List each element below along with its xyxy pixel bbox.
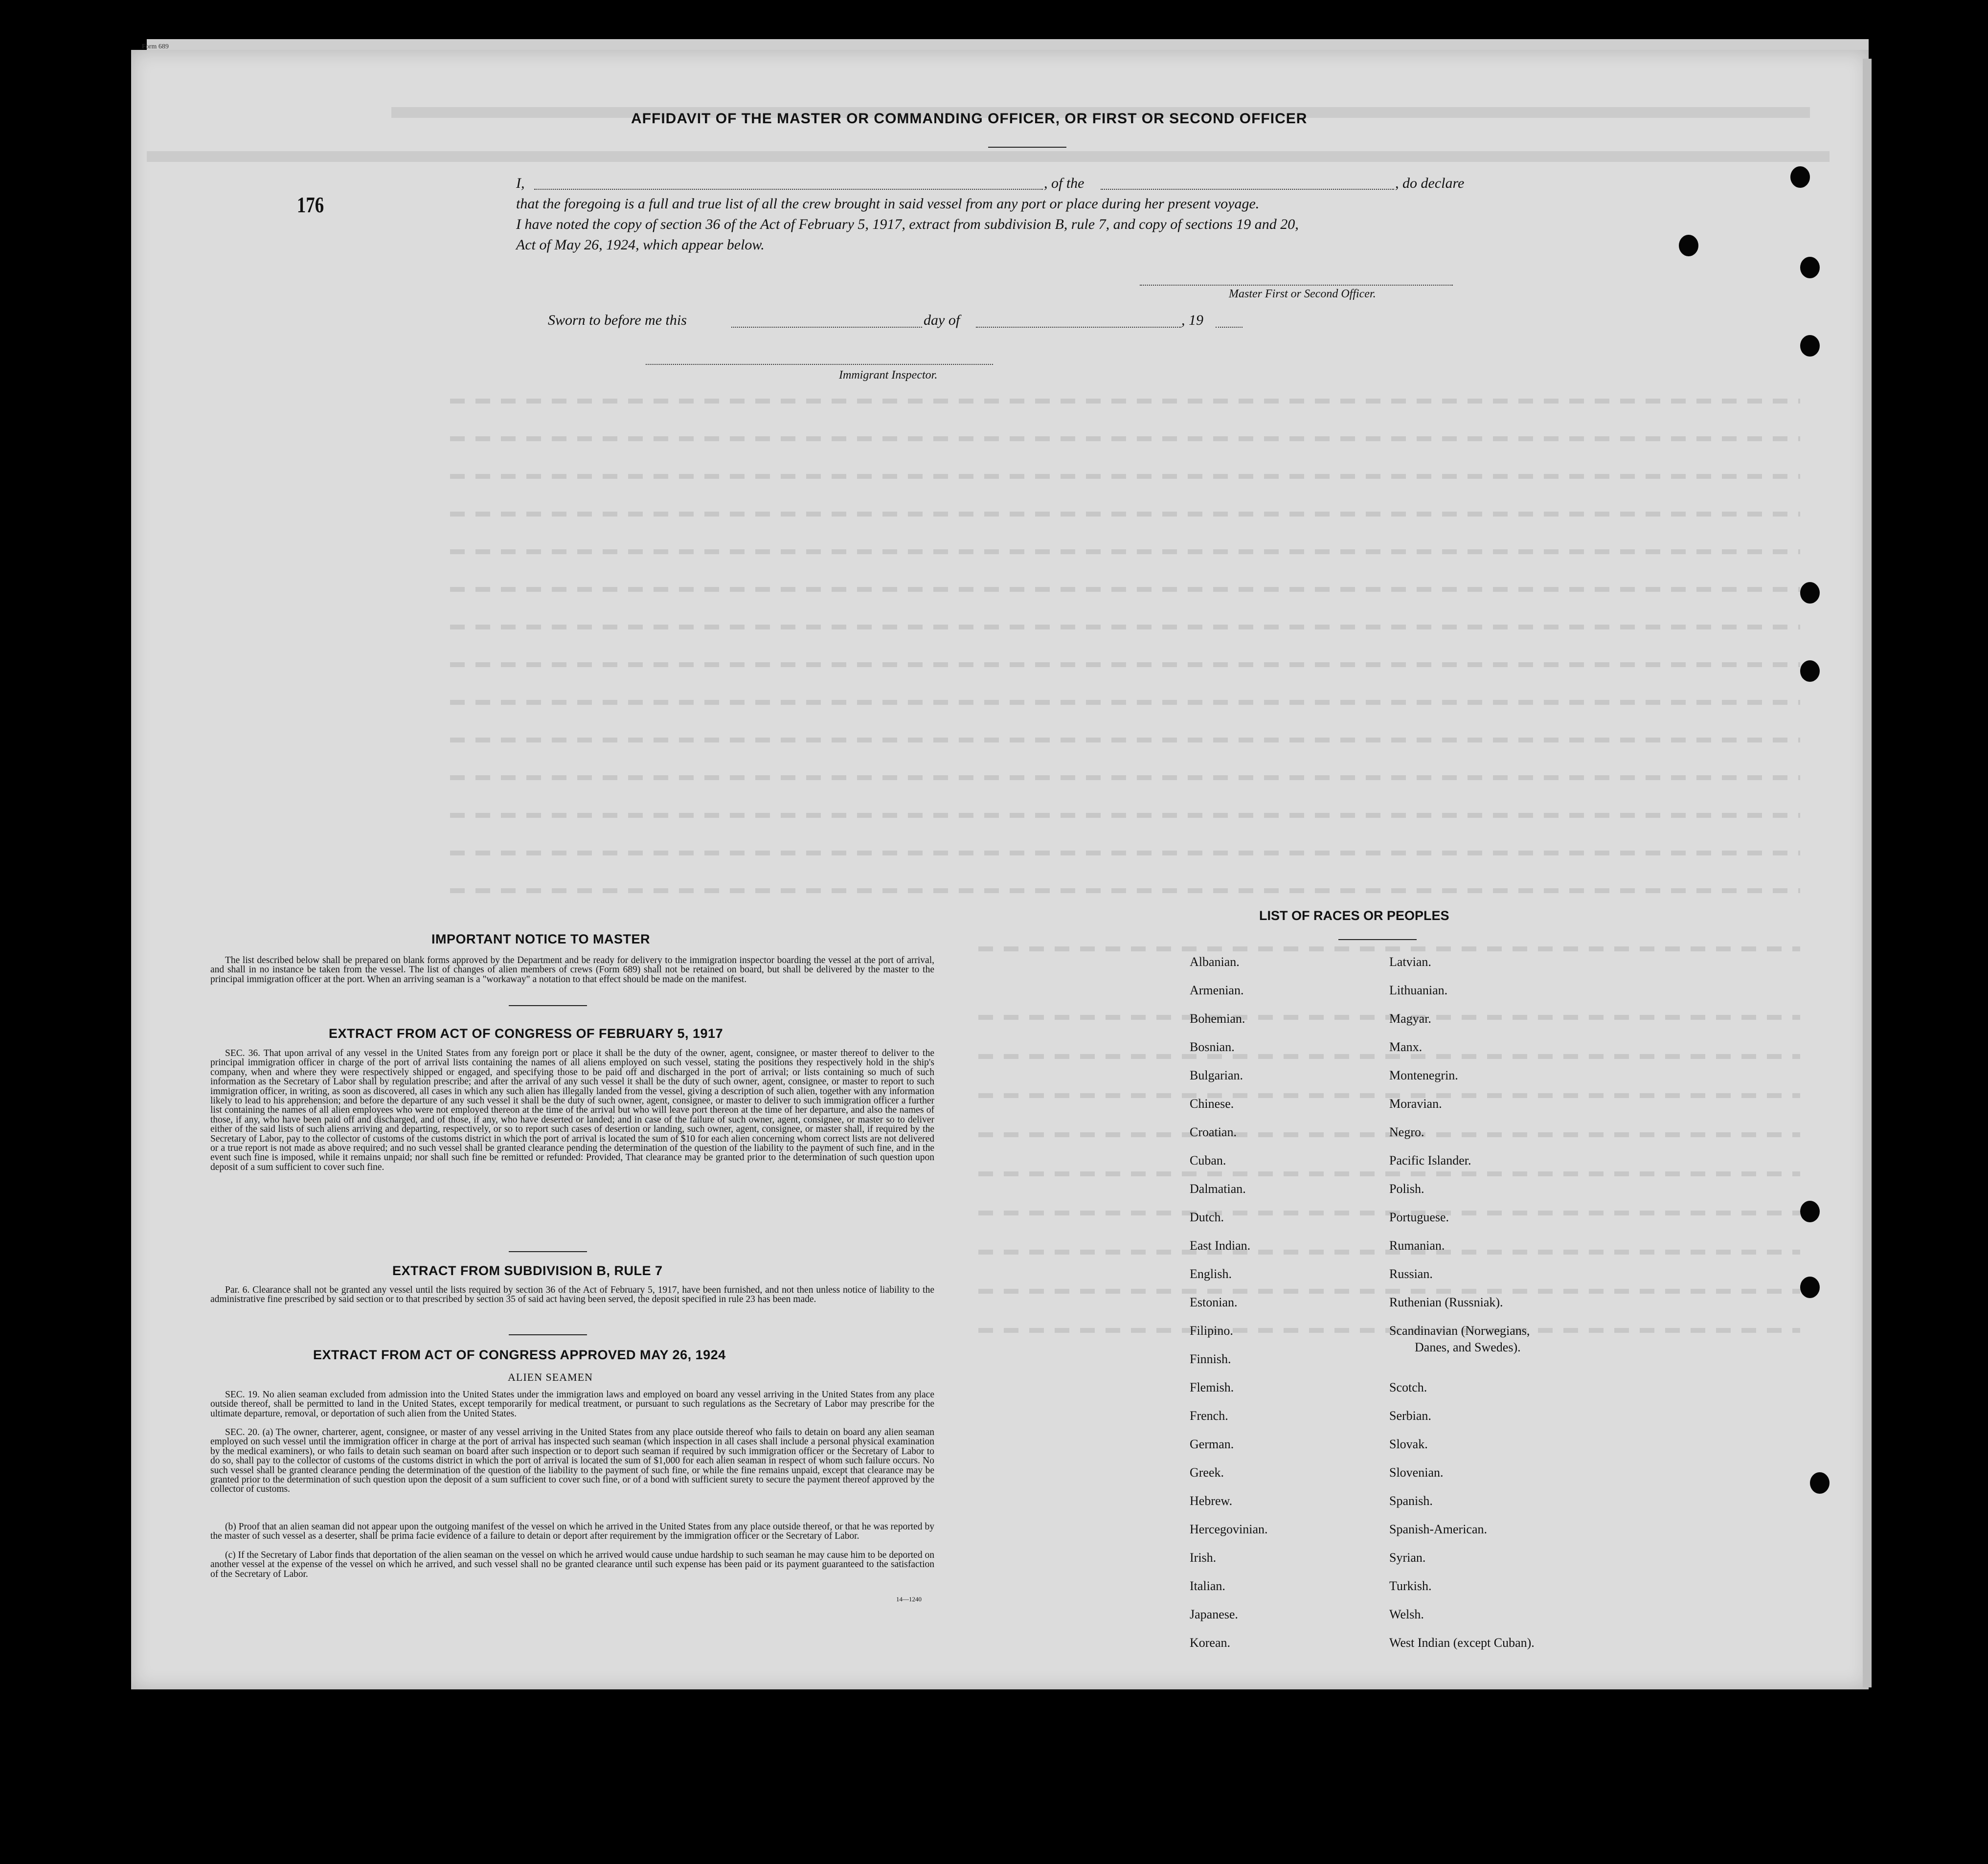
race-item: Rumanian. (1389, 1238, 1445, 1253)
race-item: Italian. (1190, 1579, 1225, 1593)
race-item: Korean. (1190, 1636, 1231, 1650)
extract-1917-title: EXTRACT FROM ACT OF CONGRESS OF FEBRUARY 5, 1917 (329, 1026, 723, 1041)
race-item: Chinese. (1190, 1097, 1234, 1111)
race-item: Montenegrin. (1389, 1068, 1458, 1082)
race-item: Latvian. (1389, 955, 1431, 969)
race-item: Welsh. (1389, 1607, 1424, 1621)
notice-title: IMPORTANT NOTICE TO MASTER (431, 932, 650, 946)
race-item: Slovak. (1389, 1437, 1428, 1451)
race-item: Scotch. (1389, 1380, 1427, 1394)
race-item: Hebrew. (1190, 1494, 1233, 1508)
race-item: Pacific Islander. (1389, 1153, 1471, 1168)
extract-1924-subtitle: ALIEN SEAMEN (508, 1371, 593, 1383)
signature-field (1140, 285, 1453, 286)
race-item: Dutch. (1190, 1210, 1224, 1224)
race-item: English. (1190, 1267, 1232, 1281)
inspector-caption: Immigrant Inspector. (839, 369, 938, 382)
race-item: Manx. (1389, 1040, 1423, 1054)
race-item: Greek. (1190, 1465, 1224, 1480)
race-item: Croatian. (1190, 1125, 1237, 1139)
vessel-name-field (1101, 189, 1394, 190)
race-item: Serbian. (1389, 1409, 1431, 1423)
race-item: Lithuanian. (1389, 983, 1448, 997)
race-item: Japanese. (1190, 1607, 1238, 1621)
race-item: Magyar. (1389, 1011, 1431, 1026)
affidavit-line3: I have noted the copy of section 36 of the Act of February 5, 1917, extract from subdivision B, rule 7, and copy of sections 19 and 20, (516, 216, 1299, 232)
title-underline (988, 147, 1066, 148)
extract-1917-text: SEC. 36. That upon arrival of any vessel in the United States from any foreign port or place it shall be the duty of the owner, agent, consignee, or master thereof to deliver to the principal immigration officer in charge of the port of arrival lists containing the names of all aliens employed on such vessel, stating the positions they respectively hold in the ship's company, when and where they were respectively shipped or engaged, and specifying those to be paid off and discharged in the port of arrival; or lists containing so much of such information as the Secretary of Labor shall by regulation prescribe; and after the arrival of any such vessel it shall be the duty of such owner, agent, consignee, or master to report to such immigration officer, in writing, as soon as discovered, all cases in which any such alien has illegally landed from the vessel, giving a description of such alien, together with any information likely to lead to his apprehension; and before the departure of any such vessel it shall be the duty of such owner, agent, consignee, or master to deliver to such immigration officer a further list containing the names of all alien employees who were not employed thereon at the time of the arrival but who will leave port thereon at the time of her departure, and also the names of those, if any, who have been paid off and discharged, and of those, if any, who have deserted or landed; and in case of the failure of such owner, agent, consignee, or master so to deliver either of the said lists of such aliens arriving and departing, respectively, or so to report such cases of desertion or landing, such owner, agent, consignee, or master shall, if required by the Secretary of Labor, pay to the collector of customs of the customs district in which the port of arrival is located the sum of $10 for each alien concerning whom correct lists are not delivered or a true report is not made as above required; and no such vessel shall be granted clearance pending the determination of the question of the liability to the payment of such fine, and in the event such fine is imposed, while it remains unpaid; nor shall such fine be remitted or refunded: Provided, That clearance may be granted prior to the determination of such question upon deposit of a sum sufficient to cover such fine. (210, 1048, 934, 1172)
race-item: Hercegovinian. (1190, 1522, 1268, 1536)
race-item: Spanish. (1389, 1494, 1433, 1508)
race-item: Cuban. (1190, 1153, 1226, 1168)
race-item: Portuguese. (1389, 1210, 1449, 1224)
stamp-number: 176 (296, 192, 324, 217)
sworn-day-label: day of (924, 312, 960, 328)
sheet-right-edge (1863, 59, 1872, 1687)
extract-1924-sec20a: SEC. 20. (a) The owner, charterer, agent, consignee, or master of any vessel arriving in the United States from any place outside thereof who fails to detain on board any alien seaman employed on such vessel until the immigration officer in charge at the port of arrival has inspected such seaman (which inspection in all cases shall include a personal physical examination by the medical examiners), or who fails to detain such seaman on board after such inspection or to deport such seaman if required by such immigration officer or the Secretary of Labor to do so, shall pay to the collector of customs of the customs district in which the port of arrival is located the sum of $1,000 for each alien seaman in respect of whom such failure occurs. No such vessel shall be granted clearance pending the determination of the question of the liability to the payment of such fine, or while the fine remains unpaid, except that clearance may be granted prior to the determination of such question upon the deposit of a sum sufficient to cover such fine, or of a bond with sufficient surety to secure the payment thereof approved by the collector of customs. (210, 1427, 934, 1495)
race-item: Albanian. (1190, 955, 1240, 969)
sworn-month-field (976, 327, 1181, 328)
race-item: Flemish. (1190, 1380, 1234, 1394)
sworn-prefix: Sworn to before me this (548, 312, 687, 328)
race-item: Bulgarian. (1190, 1068, 1243, 1082)
subdivision-text: Par. 6. Clearance shall not be granted any vessel until the lists required by section 36 of the Act of February 5, 1917, have been furnished, and not then unless notice of liability to the administrative fine prescribed by said section or to that prescribed by section 35 of said act having been served, the deposit specified in rule 23 has been made. (210, 1285, 934, 1305)
form-print-code: 14—1240 (896, 1595, 922, 1603)
form-number: Form 689 (142, 43, 169, 50)
section-divider (509, 1005, 587, 1006)
race-item: West Indian (except Cuban). (1389, 1636, 1535, 1650)
section-divider (509, 1251, 587, 1252)
sworn-day-field (731, 327, 922, 328)
affidavit-line4: Act of May 26, 1924, which appear below. (516, 237, 765, 253)
punch-hole (1810, 1472, 1830, 1494)
extract-1924-sec20b: (b) Proof that an alien seaman did not appear upon the outgoing manifest of the vessel on which he arrived in the United States from any place outside thereof, or that he was reported by the master of such vessel as a deserter, shall be prima facie evidence of a failure to detain or deport after requirement by the immigration officer or the Secretary of Labor. (210, 1522, 934, 1542)
affidavit-line2: that the foregoing is a full and true list of all the crew brought in said vessel from any port or place during her present voyage. (516, 196, 1260, 212)
race-item: Negro. (1389, 1125, 1424, 1139)
extract-1924-title: EXTRACT FROM ACT OF CONGRESS APPROVED MAY 26, 1924 (313, 1347, 726, 1362)
section-divider (509, 1334, 587, 1335)
extract-1924-sec20c: (c) If the Secretary of Labor finds that deportation of the alien seaman on the vessel on which he arrived would cause undue hardship to such seaman he may cause him to be deported on another vessel at the expense of the vessel on which he arrived, and such vessel shall no be granted clearance until such expense has been paid or its payment guaranteed to the satisfaction of the Secretary of Labor. (210, 1550, 934, 1579)
race-item: Armenian. (1190, 983, 1244, 997)
race-item: Estonian. (1190, 1295, 1238, 1309)
race-item: Slovenian. (1389, 1465, 1444, 1480)
sworn-year-label: , 19 (1181, 312, 1203, 328)
race-item: Moravian. (1389, 1097, 1442, 1111)
affidavit-line1-middle: , of the (1044, 175, 1084, 191)
affidavit-title: AFFIDAVIT OF THE MASTER OR COMMANDING OFFICER, OR FIRST OR SECOND OFFICER (631, 111, 1308, 127)
race-item: Spanish-American. (1389, 1522, 1488, 1536)
race-item: Bohemian. (1190, 1011, 1245, 1026)
race-item: Scandinavian (Norwegians, (1389, 1324, 1530, 1338)
race-item: Russian. (1389, 1267, 1433, 1281)
race-item: Syrian. (1389, 1550, 1426, 1565)
race-item: East Indian. (1190, 1238, 1251, 1253)
race-item: Irish. (1190, 1550, 1217, 1565)
inspector-signature-field (646, 364, 993, 365)
notice-text: The list described below shall be prepared on blank forms approved by the Department and be ready for delivery to the immigration inspector boarding the vessel at the port of arrival, and shall in no instance be taken from the vessel. The list of changes of alien members of crews (Form 689) shall not be retained on board, but shall be delivered by the master to the principal immigration officer at the port. When an arriving seaman is a "workaway" a notation to that effect should be made on the manifest. (210, 955, 934, 985)
race-item: Turkish. (1389, 1579, 1432, 1593)
signature-caption: Master First or Second Officer. (1229, 288, 1376, 300)
race-item: Bosnian. (1190, 1040, 1235, 1054)
subdivision-title: EXTRACT FROM SUBDIVISION B, RULE 7 (392, 1263, 663, 1278)
races-title: LIST OF RACES OR PEOPLES (1259, 908, 1449, 923)
affidavit-line1-suffix: , do declare (1395, 175, 1465, 191)
race-item: Danes, and Swedes). (1415, 1340, 1521, 1354)
race-item: Filipino. (1190, 1324, 1233, 1338)
race-item: French. (1190, 1409, 1228, 1423)
race-item: Polish. (1389, 1182, 1424, 1196)
affidavit-line1-prefix: I, (516, 175, 525, 191)
race-item: Finnish. (1190, 1352, 1231, 1366)
sworn-year-field (1216, 327, 1242, 328)
races-underline (1338, 939, 1417, 940)
race-item: Dalmatian. (1190, 1182, 1246, 1196)
race-item: German. (1190, 1437, 1234, 1451)
race-item: Ruthenian (Russniak). (1389, 1295, 1503, 1309)
bleed-through-texture (147, 98, 1849, 1418)
extract-1924-sec19: SEC. 19. No alien seaman excluded from admission into the United States under the immigration laws and employed on board any vessel arriving in the United States from any place outside thereof, shall be permitted to land in the United States, except temporarily for medical treatment, or pursuant to such regulations as the Secretary of Labor may prescribe for the ultimate departure, removal, or deportation of such alien from the United States. (210, 1390, 934, 1419)
master-name-field (534, 189, 1043, 190)
